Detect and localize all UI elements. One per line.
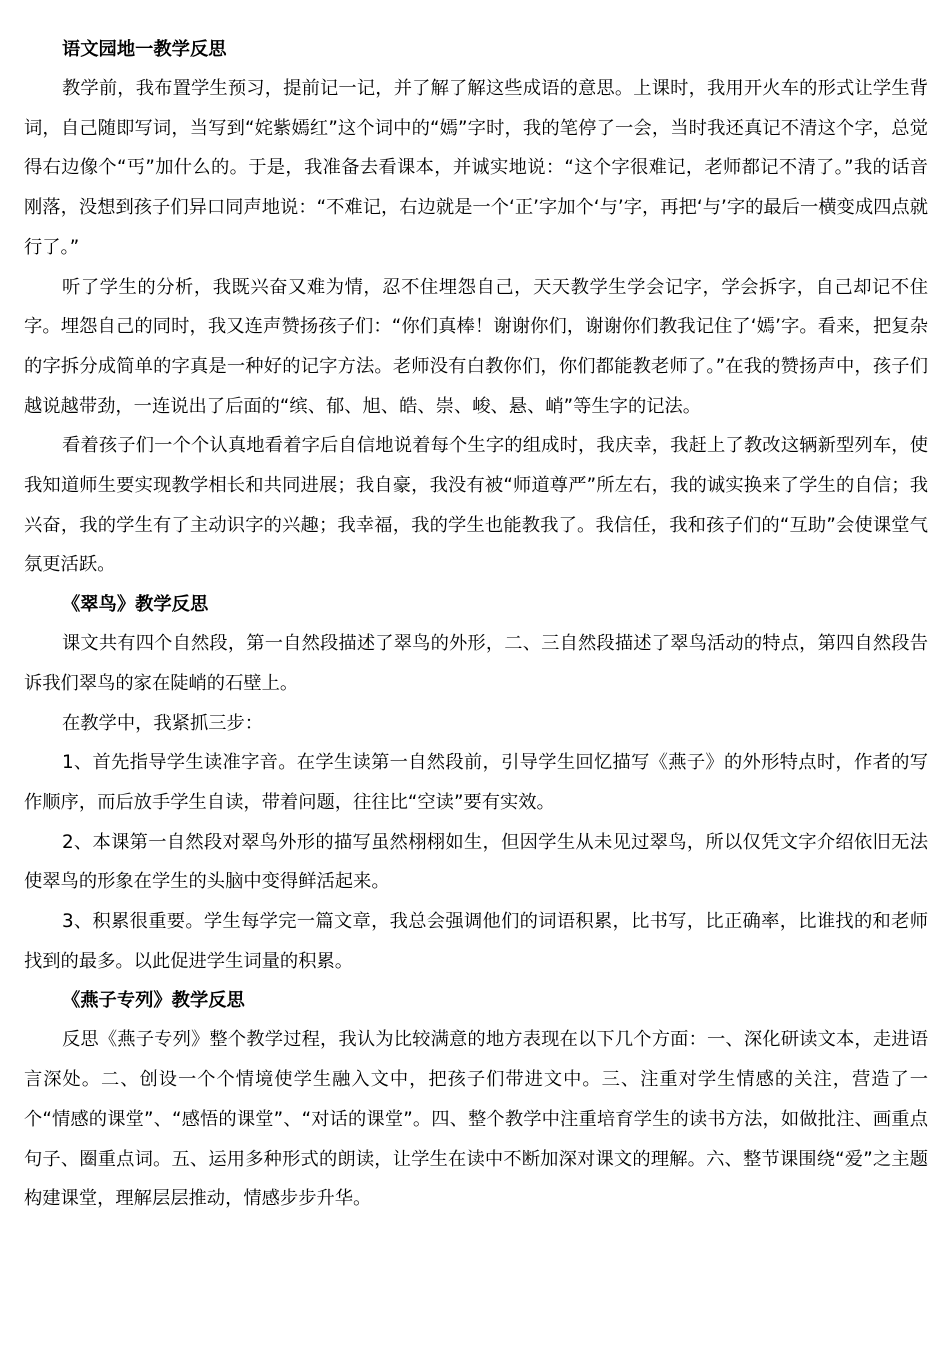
paragraph: 看着孩子们一个个认真地看着字后自信地说着每个生字的组成时，我庆幸，我赶上了教改这辆新型列车，使我知道师生要实现教学相长和共同进展；我自豪，我没有被“师道尊严”所左右，我的诚实换来了学生的自信；我兴奋，我的学生有了主动识字的兴趣；我幸福，我的学生也能教我了。我信任，我和孩子们的“互助”会使课堂气氛更活跃。: [24, 435, 928, 576]
paragraph: 反思《燕子专列》整个教学过程，我认为比较满意的地方表现在以下几个方面：一、深化研读文本，走进语言深处。二、创设一个个情境使学生融入文中，把孩子们带进文中。三、注重对学生情感的关注，营造了一个“情感的课堂”、“感悟的课堂”、“对话的课堂”。四、整个教学中注重培育学生的读书方法，如做批注、画重点句子、圈重点词。五、运用多种形式的朗读，让学生在读中不断加深对课文的理解。六、整节课围绕“爱”之主题构建课堂，理解层层推动，情感步步升华。: [24, 1029, 928, 1210]
list-item-step-1: 1、首先指导学生读准字音。在学生读第一自然段前，引导学生回忆描写《燕子》的外形特点时，作者的写作顺序，而后放手学生自读，带着问题，往往比“空读”要有实效。: [24, 752, 928, 813]
section-title-yuwen-yuandi: 语文园地一教学反思: [62, 39, 227, 60]
paragraph: 教学前，我布置学生预习，提前记一记，并了解了解这些成语的意思。上课时，我用开火车的形式让学生背词，自己随即写词，当写到“姹紫嫣红”这个词中的“嫣”字时，我的笔停了一会，当时我还真记不清这个字，总觉得右边像个“丐”加什么的。于是，我准备去看课本，并诚实地说：“这个字很难记，老师都记不清了。”我的话音刚落，没想到孩子们异口同声地说：“不难记，右边就是一个‘正’字加个‘与’字，再把‘与’字的最后一横变成四点就行了。”: [24, 78, 928, 258]
section-title-cuiniao: 《翠鸟》教学反思: [62, 594, 209, 616]
section-title-yanzi-zhuanlie: 《燕子专列》教学反思: [62, 990, 245, 1012]
document-page: [24, 30, 928, 1219]
list-item-step-3: 3、积累很重要。学生每学完一篇文章，我总会强调他们的词语积累，比书写，比正确率，比谁找的和老师找到的最多。以此促进学生词量的积累。: [24, 911, 928, 972]
paragraph: 听了学生的分析，我既兴奋又难为情，忍不住埋怨自己，天天教学生学会记字，学会拆字，自己却记不住字。埋怨自己的同时，我又连声赞扬孩子们：“你们真棒！谢谢你们，谢谢你们教我记住了‘嫣’字。看来，把复杂的字拆分成简单的字真是一种好的记字方法。老师没有白教你们，你们都能教老师了。”在我的赞扬声中，孩子们越说越带劲，一连说出了后面的“缤、郁、旭、皓、崇、峻、悬、峭”等生字的记法。: [24, 276, 928, 417]
paragraph: 在教学中，我紧抓三步：: [62, 712, 264, 734]
list-item-step-2: 2、本课第一自然段对翠鸟外形的描写虽然栩栩如生，但因学生从未见过翠鸟，所以仅凭文字介绍依旧无法使翠鸟的形象在学生的头脑中变得鲜活起来。: [24, 831, 928, 893]
paragraph: 课文共有四个自然段，第一自然段描述了翠鸟的外形，二、三自然段描述了翠鸟活动的特点，第四自然段告诉我们翠鸟的家在陡峭的石壁上。: [24, 633, 928, 694]
